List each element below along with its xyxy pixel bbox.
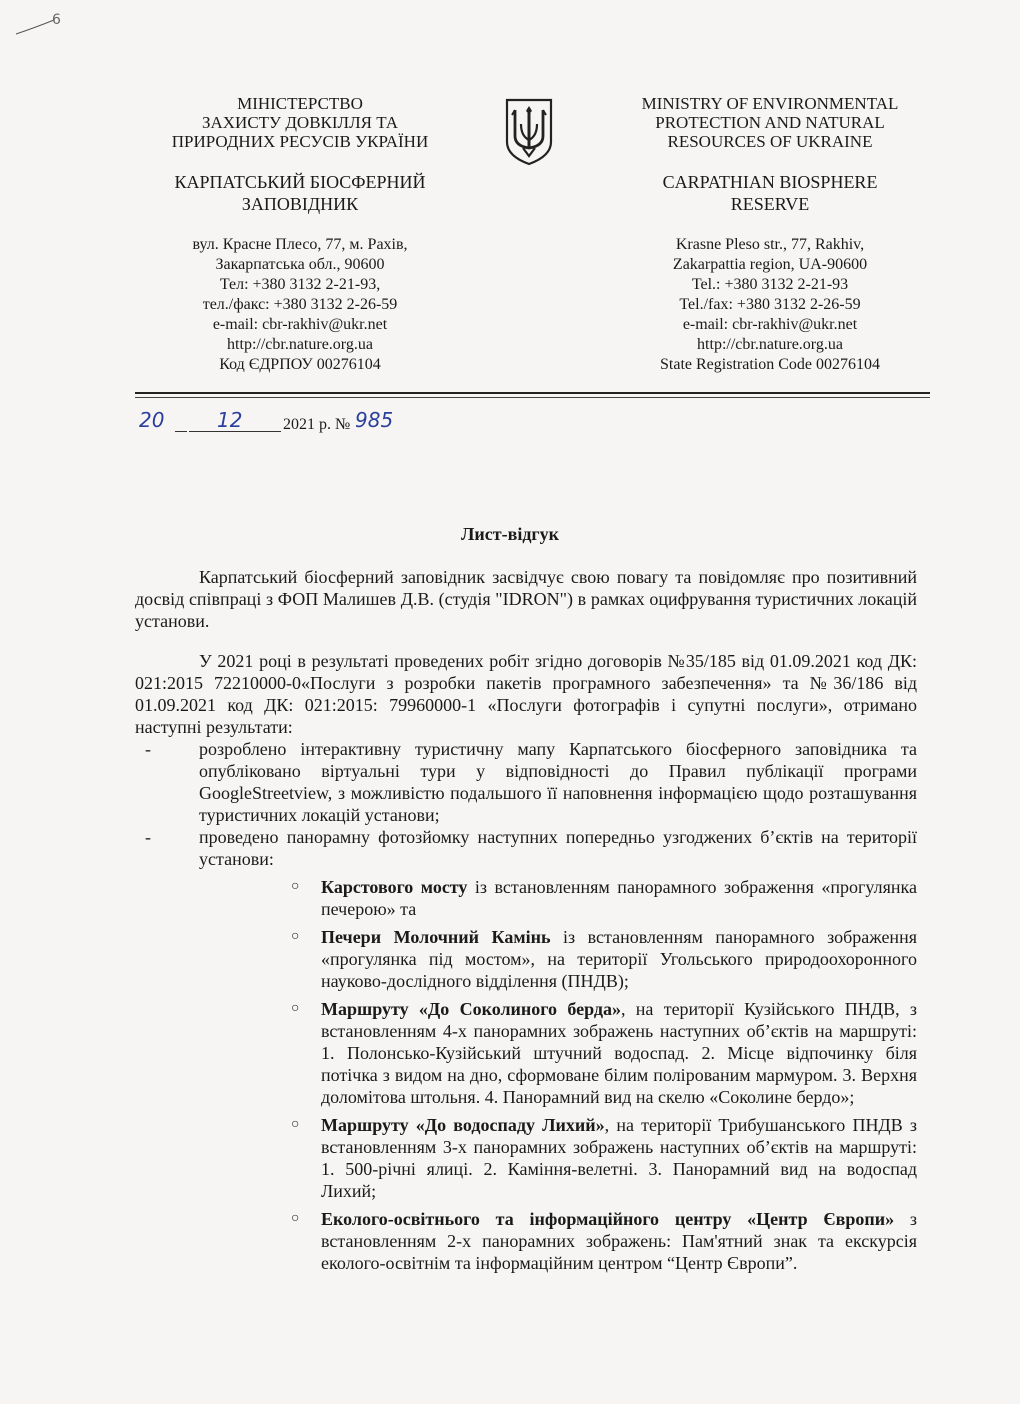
list-item: - розроблено інтерактивну туристичну мапу Карпатського біосферного заповідника та опубліковано віртуальні тури у відповідності до Правил публікації програми GoogleStreetview, з можливістю подальшого її наповнення інформацією щодо розташування туристичних локацій установи;: [145, 739, 917, 825]
ua-phone: Тел: +380 3132 2-21-93,: [219, 276, 381, 293]
handwritten-day: 20: [139, 408, 165, 432]
handwritten-month: 12: [217, 408, 243, 432]
en-fax: Tel./fax: +380 3132 2-26-59: [679, 296, 861, 313]
letter-body: [135, 566, 917, 1274]
list-item: ○ Печери Молочний Камінь із встановленням панорамного зображення «прогулянка під мостом», на території Угольського природоохоронного науково-дослідного відділення (ПНДВ);: [291, 927, 917, 991]
en-reserve-name: CARPATHIAN BIOSPHERE RESERVE: [662, 172, 878, 214]
en-region-line: Zakarpattia region, UA-90600: [672, 256, 868, 273]
ua-address-line: вул. Красне Плесо, 77, м. Рахів,: [192, 236, 408, 253]
list-item: ○ Маршруту «До водоспаду Лихий», на території Трибушанського ПНДВ з встановленням 3-х панорамних зображень наступних об’єктів на маршруті: 1. 500-річні ялиці. 2. Каміння-велетні. 3. Панорамний вид на водоспад Лихий;: [291, 1115, 918, 1201]
en-website: http://cbr.nature.org.ua: [697, 336, 843, 353]
ua-region-line: Закарпатська обл., 90600: [215, 256, 385, 273]
year-and-number-label: 2021 р. №: [283, 416, 351, 433]
ua-website: http://cbr.nature.org.ua: [227, 336, 373, 353]
header-divider-thick: [135, 392, 930, 394]
corner-note: 6: [52, 12, 61, 28]
circle-bullet-icon: ○: [291, 1117, 300, 1132]
header-ukrainian: [140, 94, 460, 375]
header-divider-thin: [135, 397, 930, 398]
list-item: ○ Еколого-освітнього та інформаційного центру «Центр Європи» з встановленням 2-х панорамних зображень: Пам'ятний знак та екскурсія еколого-освітнім та інформаційним центром “Центр Європи”.: [291, 1209, 917, 1273]
dash-marker: -: [145, 739, 151, 759]
list-item: ○ Карстового мосту із встановленням панорамного зображення «прогулянка печерою» та: [291, 877, 917, 919]
intro-paragraph: Карпатський біосферний заповідник засвідчує свою повагу та повідомляє про позитивний досвід співпраці з ФОП Малишев Д.В. (студія "IDRON") в рамках оцифрування туристичних локацій установи.: [135, 567, 917, 631]
ua-email: e-mail: cbr-rakhiv@ukr.net: [212, 316, 388, 333]
trident-emblem-icon: [503, 96, 555, 166]
ua-fax: тел./факс: +380 3132 2-26-59: [202, 296, 398, 313]
corner-pencil-mark: [14, 8, 64, 38]
circle-bullet-icon: ○: [291, 1001, 300, 1016]
results-list: [135, 738, 917, 1274]
en-phone: Tel.: +380 3132 2-21-93: [691, 276, 849, 293]
header-english: [610, 94, 930, 375]
en-ministry-name: MINISTRY OF ENVIRONMENTAL PROTECTION AND NATURAL RESOURCES OF UKRAINE: [641, 94, 899, 151]
ua-reserve-name: КАРПАТСЬКИЙ БІОСФЕРНИЙ ЗАПОВІДНИК: [174, 172, 426, 214]
objects-list: [199, 876, 917, 1274]
ua-ministry-name: МІНІСТЕРСТВО ЗАХИСТУ ДОВКІЛЛЯ ТА ПРИРОДНИХ РЕСУСІВ УКРАЇНИ: [171, 94, 429, 151]
document-title: Лист-відгук: [461, 524, 559, 544]
en-registration-code: State Registration Code 00276104: [660, 356, 880, 373]
circle-bullet-icon: ○: [291, 929, 300, 944]
circle-bullet-icon: ○: [291, 1211, 300, 1226]
results-intro-paragraph: У 2021 році в результаті проведених робіт згідно договорів №35/185 від 01.09.2021 код ДК: 021:2015 72210000-0«Послуги з розробки пакетів програмного забезпечення» та №36/186 від 01.09.2021 код ДК: 021:2015: 79960000-1 «Послуги фотографів і супутні послуги», отримано наступні результати:: [135, 651, 917, 737]
en-email: e-mail: cbr-rakhiv@ukr.net: [682, 316, 858, 333]
dash-marker: -: [145, 827, 151, 847]
list-item: ○ Маршруту «До Соколиного берда», на території Кузійського ПНДВ, з встановленням 4-х панорамних зображень наступних об’єктів на маршруті: 1. Полонсько-Кузійський штучний водоспад. 2. Місце відпочинку біля потічка з видом на дно, сформоване білим полірованим мармуром. 3. Верхня доломітова штольня. 4. Панорамний вид на скелю «Соколине бердо»;: [291, 999, 917, 1107]
list-item: - проведено панорамну фотозйомку наступних попередньо узгоджених б’єктів на території установи: ○ Карстового мосту із встановленням панорамного зображення «прогулянка печерою» та ○ Печери Молочний Камінь із встановленням панорамного зображення «прогулянка під мостом», на території Угольського природоохоронного науково-дослідного відділення (ПНДВ); ○ Маршруту «До Соколиного берда», на території Кузійського ПНДВ, з встановленням 4-х панорамних зображень наступних об’єктів на маршруті: 1. Полонсько-Кузійський штучний водоспад. 2. Місце відпочинку біля потічка з видом на дно, сформоване білим полірованим мармуром. 3. Верхня доломітова штольня. 4. Панорамний вид на скелю «Соколине бердо»; ○ Маршруту «До водоспаду Лихий», на території Трибушанського ПНДВ з встановленням 3-х панорамних зображень наступних об’єктів на маршруті: 1. 500-річні ялиці. 2. Каміння-велетні. 3. Панорамний вид на водоспад Лихий; ○ Еколого-освітнього та інформаційного центру «Центр Європи» з встановленням 2-х панорамних зображень: Пам'ятний знак та екскурсія еколого-освітнім та інформаційним центром “Центр Європи”.: [145, 827, 918, 1273]
ua-registration-code: Код ЄДРПОУ 00276104: [219, 356, 381, 373]
en-contacts: [610, 235, 930, 375]
circle-bullet-icon: ○: [291, 879, 300, 894]
ua-contacts: [140, 235, 460, 375]
date-separator: [175, 431, 187, 432]
handwritten-number: 985: [355, 408, 394, 432]
en-address-line: Krasne Pleso str., 77, Rakhiv,: [675, 236, 865, 253]
